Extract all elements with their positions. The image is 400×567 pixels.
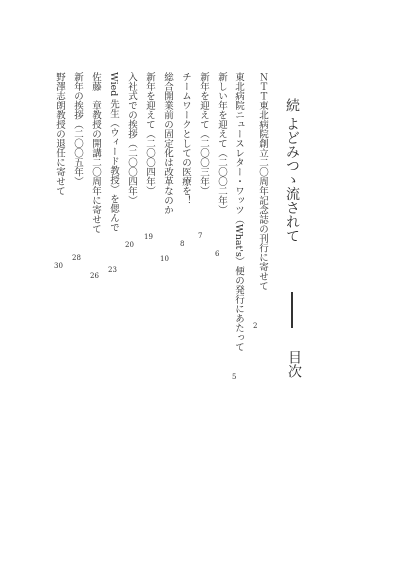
toc-page-number: 5 bbox=[232, 373, 237, 381]
toc-title: 続 よどみつゝ流されて bbox=[284, 98, 300, 243]
toc-page-number: 26 bbox=[90, 272, 99, 280]
toc-entry: 野澤志朗教授の退任に寄せて bbox=[54, 72, 65, 196]
toc-page-number: 23 bbox=[108, 266, 117, 274]
toc-entry: ＮＴＴ東北病院創立二〇周年記念誌の刊行に寄せて bbox=[257, 72, 268, 291]
toc-page-number: 6 bbox=[215, 250, 220, 258]
toc-entry: 入社式での挨拶（二〇〇四年） bbox=[126, 72, 137, 205]
toc-entry: 佐藤 章教授の開講二〇周年に寄せて bbox=[90, 72, 101, 234]
toc-page-number: 10 bbox=[160, 255, 169, 263]
toc-page-number: 8 bbox=[180, 240, 185, 248]
toc-entry: 東北病院ニュースレター・ワッツ（What's）便の発行にあたって bbox=[233, 72, 244, 352]
toc-page-number: 2 bbox=[253, 322, 258, 330]
toc-page-number: 30 bbox=[54, 262, 63, 270]
toc-entry: 新年の挨拶（二〇〇五年） bbox=[72, 72, 83, 186]
toc-entry: Wied 先生（ウィード教授）を偲んで bbox=[108, 72, 119, 233]
toc-page-number: 7 bbox=[198, 232, 203, 240]
toc-heading-mokuji: 目次 bbox=[286, 350, 302, 378]
toc-entry: チームワークとしての医療を！ bbox=[180, 72, 191, 205]
toc-entry: 新年を迎えて（二〇〇四年） bbox=[144, 72, 155, 196]
toc-page-number: 19 bbox=[144, 233, 153, 241]
title-dash-rule bbox=[291, 292, 293, 328]
toc-page-number: 28 bbox=[72, 254, 81, 262]
toc-page-number: 20 bbox=[125, 241, 134, 249]
toc-entry: 総合開業前の固定化は改革なのか bbox=[162, 72, 173, 215]
toc-entry: 新しい年を迎えて（二〇〇二年） bbox=[216, 72, 227, 215]
toc-entry: 新年を迎えて（二〇〇三年） bbox=[198, 72, 209, 196]
